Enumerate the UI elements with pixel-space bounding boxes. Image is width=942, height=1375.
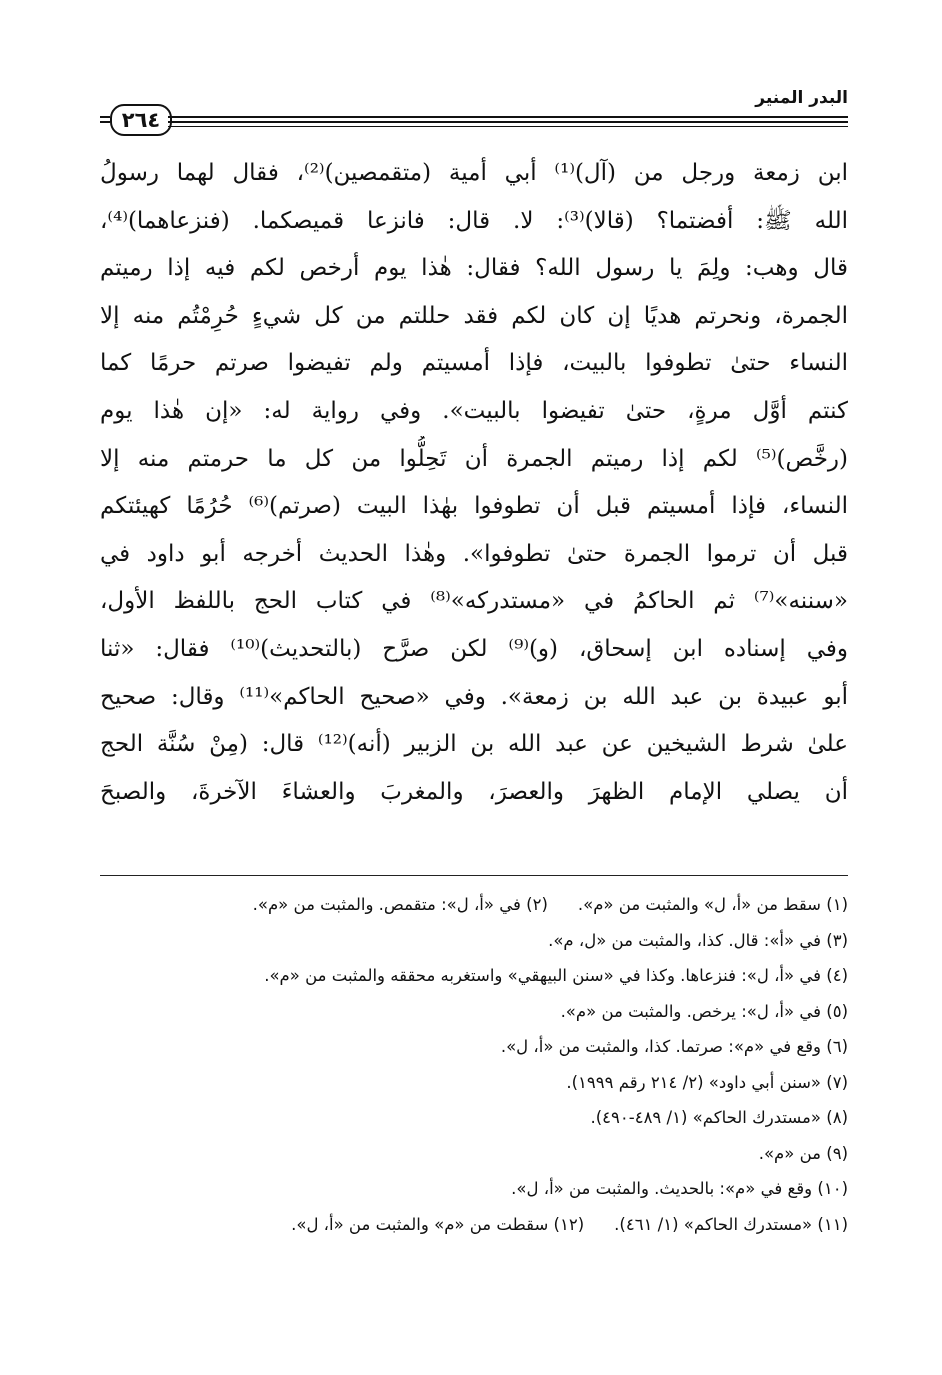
footnote-12: (١٢) سقطت من «م» والمثبت من «أ، ل».	[291, 1214, 585, 1234]
text-line: (رخَّص)⁽⁵⁾ لكم إذا رميتم الجمرة أن تَحِلُّوا من كل ما حرمتم منه إلا	[100, 445, 848, 472]
header-rule-left-top	[100, 116, 110, 118]
header-rule-middle	[168, 121, 848, 123]
text-line: أبو عبيدة بن عبد الله بن زمعة». وفي «صحيح الحاكم»⁽¹¹⁾ وقال: صحيح	[100, 683, 848, 710]
footnote-3: (٣) في «أ»: قال. كذا، والمثبت من «ل، م».	[548, 930, 848, 950]
header-rule-top	[168, 116, 848, 118]
text-line: الجمرة، ونحرتم هديًا إن كان لكم فقد حللتم من كل شيءٍ حُرِمْتُم منه إلا	[100, 302, 848, 329]
footnote-row	[100, 887, 848, 923]
page-header	[100, 84, 848, 134]
text-line: الله ﷺ: أفضتما؟ (قالا)⁽³⁾: لا. قال: فانزعا قميصكما. (فنزعاهما)⁽⁴⁾،	[100, 207, 848, 234]
footnote-2: (٢) في «أ، ل»: متقمص. والمثبت من «م».	[252, 895, 548, 914]
header-rule-bottom	[168, 126, 848, 127]
footnote-6: (٦) وقع في «م»: صرتما. كذا، والمثبت من «أ، ل».	[500, 1037, 848, 1056]
text-line: النساء حتىٰ تطوفوا بالبيت، فإذا أمسيتم ولم تفيضوا صرتم حرمًا كما	[100, 350, 848, 377]
footnote-9: (٩) من «م».	[758, 1143, 848, 1163]
footnote-11: (١١) «مستدرك الحاكم» (١/ ٤٦١).	[614, 1214, 848, 1234]
footnote-10: (١٠) وقع في «م»: بالحديث. والمثبت من «أ، ل».	[511, 1179, 848, 1198]
footnote-5: (٥) في «أ، ل»: يرخص. والمثبت من «م».	[560, 1001, 848, 1021]
header-rule-left-bottom	[100, 121, 110, 123]
footnote-divider	[100, 875, 848, 876]
text-line: قال وهب: ولِمَ يا رسول الله؟ فقال: هٰذا يوم أرخص لكم فيه إذا رميتم	[100, 255, 848, 282]
text-line: «سننه»⁽⁷⁾ ثم الحاكمُ في «مستدركه»⁽⁸⁾ في كتاب الحج باللفظ الأول،	[100, 588, 848, 615]
footnotes	[100, 887, 848, 1242]
footnote-1: (١) سقط من «أ، ل» والمثبت من «م».	[577, 895, 848, 914]
text-line: ابن زمعة ورجل من (آل)⁽¹⁾ أبي أمية (متقمصين)⁽²⁾، فقال لهما رسولُ	[100, 160, 848, 186]
footnote-7: (٧) «سنن أبي داود» (٢/ ٢١٤ رقم ١٩٩٩).	[566, 1072, 848, 1092]
main-text	[100, 150, 848, 816]
footnote-4: (٤) في «أ، ل»: فنزعاها. وكذا في «سنن البيهقي» واستغربه محققه والمثبت من «م».	[264, 966, 848, 985]
text-line: كنتم أوَّل مرةٍ، حتىٰ تفيضوا بالبيت». وفي رواية له: «إن هٰذا يوم	[100, 397, 848, 424]
text-line: النساء، فإذا أمسيتم قبل أن تطوفوا بهٰذا البيت (صرتم)⁽⁶⁾ حُرُمًا كهيئتكم	[100, 493, 848, 520]
text-line: وفي إسناده ابن إسحاق، (و)⁽⁹⁾ لكن صرَّح (بالتحديث)⁽¹⁰⁾ فقال: «ثنا	[100, 635, 848, 662]
text-line: علىٰ شرط الشيخين عن عبد الله بن الزبير (أنه)⁽¹²⁾ قال: (مِنْ سُنَّة الحج	[100, 731, 848, 758]
text-line: قبل أن ترموا الجمرة حتىٰ تطوفوا». وهٰذا الحديث أخرجه أبو داود في	[100, 540, 848, 567]
footnote-row	[100, 1207, 848, 1243]
text-line: أن يصلي الإمام الظهرَ والعصرَ، والمغربَ والعشاءَ الآخرةَ، والصبحَ	[100, 778, 848, 805]
footnote-8: (٨) «مستدرك الحاكم» (١/ ٤٨٩-٤٩٠).	[590, 1108, 848, 1127]
page-number: ٢٦٤	[110, 104, 172, 136]
book-title: البدر المنير	[755, 88, 848, 108]
